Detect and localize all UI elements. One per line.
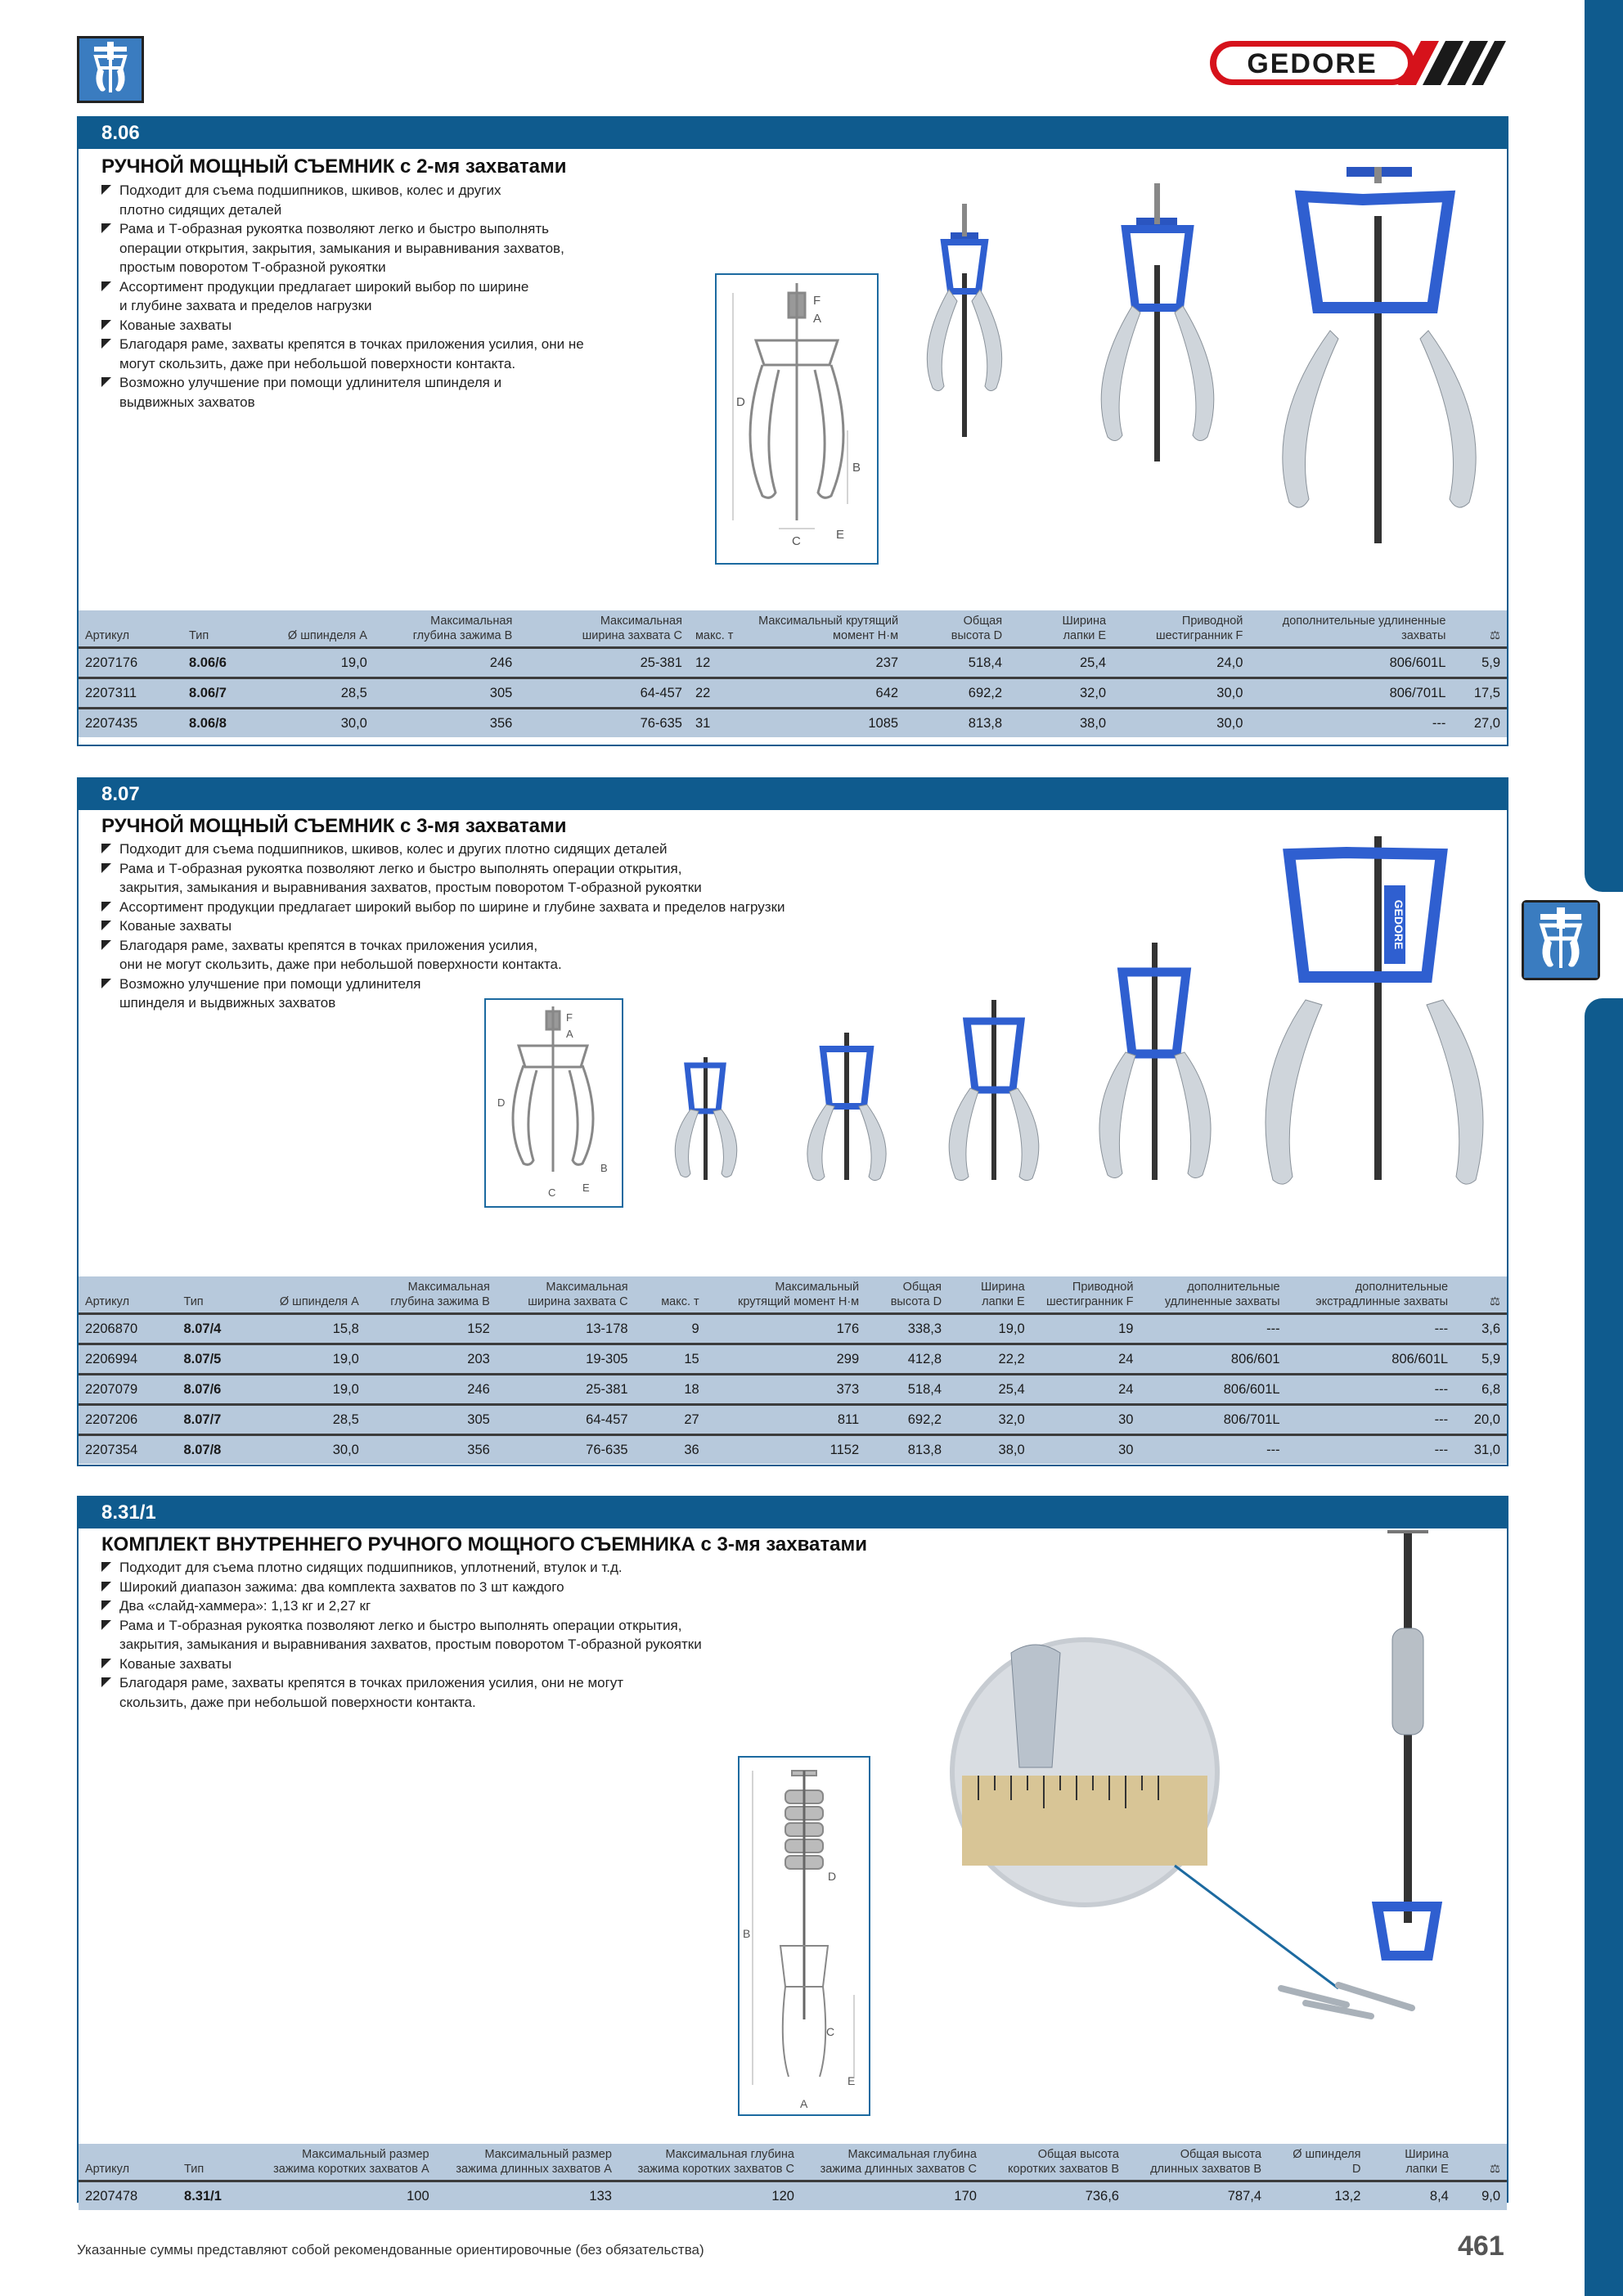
table-cell: 32,0	[1009, 678, 1113, 709]
feature-item: Рама и Т-образная рукоятка позволяют легко и быстро выполнять операции открытия, закрытия, замыкания и выравнивания захватов, простым поворотом Т-образной рукоятки	[100, 859, 785, 898]
table-cell: 2207079	[79, 1375, 177, 1405]
table-cell: 17,5	[1452, 678, 1507, 709]
table-cell: 133	[436, 2181, 618, 2211]
column-header: Максимальная глубина зажима длинных захватов C	[820, 2148, 977, 2176]
table-cell: 12	[689, 648, 752, 678]
table-cell: 120	[618, 2181, 801, 2211]
feature-item: Благодаря раме, захваты крепятся в точках приложения усилия, они не могут скользить, даже при небольшой поверхности контакта.	[100, 335, 584, 373]
table-cell: 811	[706, 1405, 865, 1435]
table-cell: 2207478	[79, 2181, 178, 2211]
table-row	[79, 1375, 1507, 1405]
table-cell: ---	[1140, 1435, 1286, 1465]
column-header: Ø шпинделя A	[279, 1295, 359, 1308]
table-cell: 5,9	[1452, 648, 1507, 678]
dimension-label: E	[836, 528, 845, 542]
table-cell: 692,2	[865, 1405, 948, 1435]
table-row	[79, 1435, 1507, 1465]
table-cell: 13-178	[497, 1314, 635, 1344]
puller-photo-medium	[1101, 183, 1214, 461]
table-cell: 22,2	[948, 1344, 1032, 1375]
table-cell: 2207435	[79, 709, 182, 738]
table-cell: 30,0	[262, 709, 374, 738]
weight-icon: ⚖	[1490, 629, 1500, 642]
column-header: Общая высота D	[951, 615, 1003, 642]
puller-side-tab-icon	[1522, 900, 1600, 980]
table-cell: ---	[1287, 1375, 1455, 1405]
table-cell: 806/601L	[1140, 1375, 1286, 1405]
table-cell: 24	[1032, 1344, 1140, 1375]
table-cell: 25,4	[948, 1375, 1032, 1405]
table-cell: 356	[366, 1435, 497, 1465]
table-cell: 28,5	[262, 678, 374, 709]
puller-photo-8	[1266, 836, 1483, 1184]
puller-photo-5	[807, 1033, 886, 1181]
table-cell: 22	[689, 678, 752, 709]
table-cell: 2207354	[79, 1435, 177, 1465]
feature-item: Широкий диапазон зажима: два комплекта захватов по 3 шт каждого	[100, 1578, 702, 1597]
column-header: Общая высота D	[890, 1281, 942, 1308]
dimension-label: E	[847, 2074, 856, 2087]
table-header-row	[79, 610, 1507, 648]
dimension-label: D	[497, 1096, 506, 1109]
table-cell: 32,0	[948, 1405, 1032, 1435]
table-cell: 19-305	[497, 1344, 635, 1375]
column-header: Ширина лапки E	[1405, 2148, 1449, 2176]
feature-item: Два «слайд-хаммера»: 1,13 кг и 2,27 кг	[100, 1596, 702, 1616]
table-cell: 356	[374, 709, 519, 738]
table-cell: 30	[1032, 1405, 1140, 1435]
puller-photo-6	[949, 1000, 1039, 1181]
feature-item: Благодаря раме, захваты крепятся в точках приложения усилия, они не могут скользить, даже при небольшой поверхности контакта.	[100, 1673, 702, 1712]
table-cell: 24	[1032, 1375, 1140, 1405]
table-cell: 100	[253, 2181, 435, 2211]
column-header: дополнительные экстрадлинные захваты	[1315, 1281, 1449, 1308]
table-cell: 1085	[752, 709, 906, 738]
feature-item: Рама и Т-образная рукоятка позволяют легко и быстро выполнять операции открытия, закрытия, замыкания и выравнивания захватов, простым поворотом Т-образной рукоятки	[100, 1616, 702, 1654]
table-cell: 30,0	[1113, 678, 1249, 709]
table-cell: 806/701L	[1249, 678, 1452, 709]
table-cell: 19	[1032, 1314, 1140, 1344]
column-header: макс. т	[695, 629, 734, 642]
section-title: РУЧНОЙ МОЩНЫЙ СЪЕМНИК с 3-мя захватами	[101, 815, 567, 837]
table-cell: 806/601L	[1287, 1344, 1455, 1375]
table-cell: 299	[706, 1344, 865, 1375]
dimension-label: D	[736, 395, 745, 409]
table-cell: 64-457	[519, 678, 689, 709]
table-cell: 25-381	[497, 1375, 635, 1405]
column-header: Тип	[189, 629, 209, 642]
puller-photo-large	[1283, 167, 1476, 543]
table-cell: 8.07/4	[177, 1314, 252, 1344]
table-cell: 2206994	[79, 1344, 177, 1375]
table-row	[79, 1405, 1507, 1435]
table-row	[79, 1314, 1507, 1344]
table-cell: 176	[706, 1314, 865, 1344]
table-cell: 6,8	[1454, 1375, 1507, 1405]
table-cell: 25-381	[519, 648, 689, 678]
dimension-label: F	[566, 1011, 573, 1024]
feature-item: Ассортимент продукции предлагает широкий выбор по ширине и глубине захвата и пределов нагрузки	[100, 898, 785, 917]
feature-item: Подходит для съема плотно сидящих подшипников, уплотнений, втулок и т.д.	[100, 1558, 702, 1578]
column-header: Ширина лапки E	[981, 1281, 1025, 1308]
side-tab-bar	[1585, 0, 1623, 892]
dimension-label: B	[743, 1927, 751, 1940]
gedore-logo	[1207, 38, 1509, 88]
dimension-label: A	[566, 1028, 573, 1040]
column-header: Тип	[184, 2163, 205, 2176]
column-header: Максимальная глубина зажима B	[390, 1281, 490, 1308]
table-cell: 787,4	[1126, 2181, 1268, 2211]
table-cell: 19,0	[948, 1314, 1032, 1344]
footer-note: Указанные суммы представляют собой рекомендованные ориентировочные (без обязательства)	[77, 2242, 704, 2258]
table-cell: 76-635	[519, 709, 689, 738]
table-cell: 64-457	[497, 1405, 635, 1435]
table-cell: ---	[1287, 1435, 1455, 1465]
section-code: 8.07	[79, 779, 1507, 810]
table-header-row	[79, 1276, 1507, 1314]
table-cell: 9	[635, 1314, 706, 1344]
table-cell: 2207206	[79, 1405, 177, 1435]
table-cell: 20,0	[1454, 1405, 1507, 1435]
table-row	[79, 1344, 1507, 1375]
table-cell: 813,8	[865, 1435, 948, 1465]
table-cell: 305	[366, 1405, 497, 1435]
column-header: Приводной шестигранник F	[1045, 1281, 1134, 1308]
table-cell: 30,0	[1113, 709, 1249, 738]
dimension-diagram	[484, 998, 623, 1208]
table-cell: 76-635	[497, 1435, 635, 1465]
section-8-07	[77, 777, 1508, 1466]
table-cell: 203	[366, 1344, 497, 1375]
column-header: дополнительные удлиненные захваты	[1164, 1281, 1280, 1308]
table-cell: 806/601L	[1249, 648, 1452, 678]
feature-item: Ассортимент продукции предлагает широкий выбор по ширине и глубине захвата и пределов нагрузки	[100, 277, 584, 316]
spec-table	[79, 610, 1507, 737]
table-cell: 373	[706, 1375, 865, 1405]
dimension-label: C	[826, 2025, 835, 2038]
dimension-diagram	[715, 273, 879, 565]
table-cell: 338,3	[865, 1314, 948, 1344]
table-cell: 8.06/8	[182, 709, 262, 738]
table-cell: 305	[374, 678, 519, 709]
table-cell: 8,4	[1367, 2181, 1454, 2211]
table-cell: 25,4	[1009, 648, 1113, 678]
product-photos	[905, 167, 1494, 658]
table-cell: 813,8	[905, 709, 1009, 738]
dimension-label: A	[800, 2097, 808, 2110]
table-cell: 246	[374, 648, 519, 678]
gedore-logo-text: GEDORE	[1247, 48, 1378, 79]
table-cell: 18	[635, 1375, 706, 1405]
column-header: Общая высота длинных захватов B	[1150, 2148, 1262, 2176]
feature-list	[100, 181, 584, 412]
table-cell: 8.06/7	[182, 678, 262, 709]
table-cell: 19,0	[252, 1344, 366, 1375]
table-cell: 30,0	[252, 1435, 366, 1465]
table-cell: 518,4	[905, 648, 1009, 678]
gedore-label-text: GEDORE	[1392, 899, 1405, 950]
weight-icon: ⚖	[1490, 1295, 1500, 1308]
column-header: Максимальный размер зажима коротких захватов A	[273, 2148, 429, 2176]
column-header: Артикул	[85, 2163, 130, 2176]
table-cell: 24,0	[1113, 648, 1249, 678]
table-cell: 412,8	[865, 1344, 948, 1375]
dimension-diagram	[738, 1756, 870, 2116]
table-cell: 15,8	[252, 1314, 366, 1344]
table-cell: 2206870	[79, 1314, 177, 1344]
puller-photo-7	[1099, 943, 1211, 1180]
column-header: Артикул	[85, 629, 130, 642]
column-header: Максимальная ширина захвата C	[528, 1281, 628, 1308]
table-cell: 38,0	[1009, 709, 1113, 738]
feature-item: Кованые захваты	[100, 916, 785, 936]
magnifier-detail	[952, 1640, 1338, 1988]
weight-icon: ⚖	[1490, 2163, 1500, 2176]
dimension-label: B	[852, 461, 861, 475]
column-header: Ø шпинделя A	[287, 629, 367, 642]
table-cell: 31	[689, 709, 752, 738]
column-header: Максимальная ширина захвата C	[582, 615, 682, 642]
table-cell: 237	[752, 648, 906, 678]
section-8-06	[77, 116, 1508, 746]
dimension-label: C	[792, 534, 801, 548]
page-number: 461	[1458, 2231, 1504, 2262]
product-photos	[651, 820, 1502, 1229]
feature-list	[100, 1558, 702, 1712]
spec-table	[79, 1276, 1507, 1464]
feature-item: Подходит для съема подшипников, шкивов, колес и других плотно сидящих деталей	[100, 181, 584, 219]
table-cell: 8.06/6	[182, 648, 262, 678]
column-header: Приводной шестигранник F	[1155, 615, 1243, 642]
table-cell: 1152	[706, 1435, 865, 1465]
table-cell: ---	[1249, 709, 1452, 738]
dimension-label: A	[813, 312, 822, 326]
internal-puller-photo	[1281, 1530, 1436, 2016]
table-cell: 27	[635, 1405, 706, 1435]
puller-photo-4	[675, 1057, 737, 1180]
column-header: Артикул	[85, 1295, 130, 1308]
feature-item: Подходит для съема подшипников, шкивов, колес и других плотно сидящих деталей	[100, 840, 785, 859]
column-header: Тип	[183, 1295, 204, 1308]
table-cell: 19,0	[262, 648, 374, 678]
table-cell: 8.31/1	[178, 2181, 253, 2211]
table-cell: 2207176	[79, 648, 182, 678]
table-cell: ---	[1287, 1405, 1455, 1435]
column-header: Максимальный размер зажима длинных захватов A	[456, 2148, 612, 2176]
table-cell: 246	[366, 1375, 497, 1405]
feature-item: Возможно улучшение при помощи удлинителя шпинделя и выдвижных захватов	[100, 373, 584, 412]
table-cell: 8.07/7	[177, 1405, 252, 1435]
table-cell: 9,0	[1455, 2181, 1507, 2211]
table-row	[79, 709, 1507, 738]
table-cell: 518,4	[865, 1375, 948, 1405]
section-title: КОМПЛЕКТ ВНУТРЕННЕГО РУЧНОГО МОЩНОГО СЪЕМНИКА с 3-мя захватами	[101, 1533, 867, 1555]
column-header: Ø шпинделя D	[1293, 2148, 1361, 2176]
table-cell: 5,9	[1454, 1344, 1507, 1375]
table-row	[79, 648, 1507, 678]
table-cell: 31,0	[1454, 1435, 1507, 1465]
table-cell: 2207311	[79, 678, 182, 709]
table-cell: 736,6	[983, 2181, 1126, 2211]
product-photos	[929, 1530, 1502, 2037]
table-cell: 8.07/5	[177, 1344, 252, 1375]
table-cell: 8.07/6	[177, 1375, 252, 1405]
table-cell: 8.07/8	[177, 1435, 252, 1465]
puller-category-icon	[77, 36, 144, 103]
table-cell: 15	[635, 1344, 706, 1375]
table-cell: 27,0	[1452, 709, 1507, 738]
table-cell: 642	[752, 678, 906, 709]
table-header-row	[79, 2144, 1507, 2181]
side-tab-bar	[1585, 998, 1623, 2296]
column-header: макс. т	[661, 1295, 699, 1308]
table-cell: 30	[1032, 1435, 1140, 1465]
table-row	[79, 678, 1507, 709]
table-cell: 3,6	[1454, 1314, 1507, 1344]
section-code: 8.31/1	[79, 1497, 1507, 1528]
feature-item: Благодаря раме, захваты крепятся в точках приложения усилия, они не могут скользить, даже при небольшой поверхности контакта.	[100, 936, 785, 975]
dimension-label: D	[828, 1870, 837, 1883]
table-cell: 806/701L	[1140, 1405, 1286, 1435]
dimension-label: E	[582, 1182, 590, 1194]
column-header: Общая высота коротких захватов B	[1008, 2148, 1119, 2176]
table-cell: ---	[1287, 1314, 1455, 1344]
table-cell: 170	[801, 2181, 983, 2211]
table-cell: 19,0	[252, 1375, 366, 1405]
feature-item: Кованые захваты	[100, 1654, 702, 1674]
section-8-31-1	[77, 1496, 1508, 2203]
table-cell: 38,0	[948, 1435, 1032, 1465]
table-cell: 692,2	[905, 678, 1009, 709]
dimension-label: F	[813, 294, 821, 308]
section-title: РУЧНОЙ МОЩНЫЙ СЪЕМНИК с 2-мя захватами	[101, 155, 567, 178]
table-cell: ---	[1140, 1314, 1286, 1344]
table-row	[79, 2181, 1507, 2211]
column-header: Максимальный крутящий момент Н·м	[737, 1281, 860, 1308]
puller-photo-small	[927, 204, 1001, 437]
column-header: Максимальная глубина зажима B	[412, 615, 513, 642]
table-cell: 806/601	[1140, 1344, 1286, 1375]
table-cell: 28,5	[252, 1405, 366, 1435]
spec-table	[79, 2144, 1507, 2210]
section-code: 8.06	[79, 118, 1507, 149]
dimension-label: C	[548, 1186, 556, 1199]
table-cell: 13,2	[1268, 2181, 1367, 2211]
table-cell: 36	[635, 1435, 706, 1465]
column-header: Максимальный крутящий момент Н·м	[758, 615, 899, 642]
dimension-label: B	[600, 1162, 608, 1174]
feature-item: Кованые захваты	[100, 316, 584, 335]
column-header: Ширина лапки E	[1062, 615, 1107, 642]
column-header: дополнительные удлиненные захваты	[1282, 615, 1446, 642]
table-cell: 152	[366, 1314, 497, 1344]
feature-item: Возможно улучшение при помощи удлинителя шпинделя и выдвижных захватов	[100, 975, 785, 1013]
feature-item: Рама и Т-образная рукоятка позволяют легко и быстро выполнять операции открытия, закрытия, замыкания и выравнивания захватов, простым поворотом Т-образной рукоятки	[100, 219, 584, 277]
column-header: Максимальная глубина зажима коротких захватов C	[637, 2148, 794, 2176]
